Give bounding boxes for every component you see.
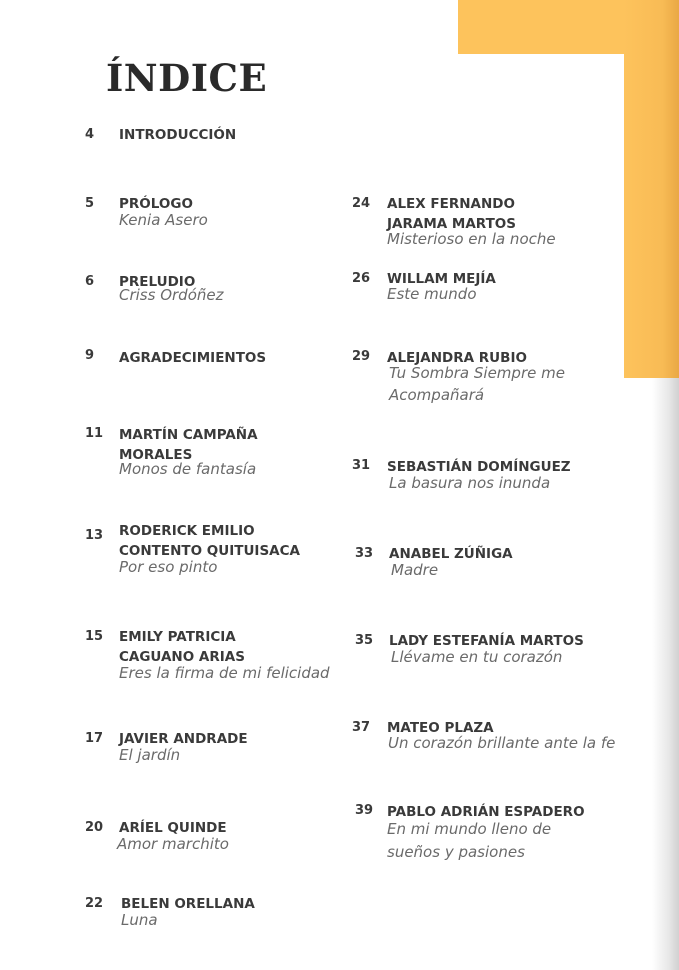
toc-entry-name: CONTENTO QUITUISACA	[119, 543, 300, 559]
toc-page-number: 29	[352, 349, 371, 364]
toc-page-number: 4	[85, 127, 95, 142]
toc-entry-name: INTRODUCCIÓN	[119, 127, 237, 143]
toc-entry-name: MARTÍN CAMPAÑA	[119, 427, 258, 443]
toc-page-number: 26	[352, 271, 371, 286]
toc-entry-name: JAVIER ANDRADE	[119, 731, 248, 747]
toc-page-number: 31	[352, 458, 371, 473]
toc-page-number: 15	[85, 629, 104, 644]
toc-page-number: 13	[85, 528, 104, 543]
toc-page-number: 5	[85, 196, 95, 211]
toc-entry-name: RODERICK EMILIO	[119, 523, 255, 539]
toc-entry-subtitle: Kenia Asero	[119, 211, 208, 229]
toc-entry-name: MORALES	[119, 447, 193, 463]
toc-entry-subtitle: Monos de fantasía	[119, 460, 257, 478]
page-edge-shadow	[652, 378, 679, 970]
toc-entry-name: PRÓLOGO	[119, 196, 193, 212]
toc-entry-subtitle: Por eso pinto	[119, 558, 218, 576]
toc-entry-subtitle: Llévame en tu corazón	[391, 648, 563, 666]
toc-entry-subtitle: Un corazón brillante ante la fe	[388, 734, 616, 752]
toc-entry-name: AGRADECIMIENTOS	[119, 350, 267, 366]
toc-entry-subtitle: Amor marchito	[117, 835, 229, 853]
toc-entry-subtitle: Luna	[121, 911, 158, 929]
toc-entry-name: EMILY PATRICIA	[119, 629, 236, 645]
toc-entry-name: MATEO PLAZA	[387, 720, 494, 736]
toc-page-number: 33	[355, 546, 374, 561]
toc-entry-name: SEBASTIÁN DOMÍNGUEZ	[387, 459, 571, 475]
toc-entry-subtitle: Criss Ordóñez	[119, 286, 224, 304]
toc-entry-subtitle: En mi mundo lleno de	[387, 820, 552, 838]
page-title: ÍNDICE	[106, 56, 268, 100]
toc-entry-name: ALEJANDRA RUBIO	[387, 350, 527, 366]
toc-entry-name: WILLAM MEJÍA	[387, 271, 496, 287]
toc-page-number: 17	[85, 731, 104, 746]
toc-page-number: 22	[85, 896, 104, 911]
toc-page-number: 11	[85, 426, 104, 441]
toc-entry-subtitle: Eres la firma de mi felicidad	[119, 664, 330, 682]
toc-entry-name: PRELUDIO	[119, 274, 196, 290]
toc-page-number: 35	[355, 633, 374, 648]
toc-entry-subtitle: sueños y pasiones	[387, 843, 525, 861]
toc-entry-subtitle: Madre	[391, 561, 439, 579]
toc-entry-name: LADY ESTEFANÍA MARTOS	[389, 633, 584, 649]
toc-entry-name: PABLO ADRIÁN ESPADERO	[387, 804, 585, 820]
toc-page-number: 37	[352, 720, 371, 735]
toc-entry-subtitle: La basura nos inunda	[389, 474, 551, 492]
toc-page-number: 6	[85, 274, 95, 289]
toc-entry-name: ARÍEL QUINDE	[119, 820, 227, 836]
toc-entry-name: JARAMA MARTOS	[387, 216, 516, 232]
toc-entry-subtitle: El jardín	[119, 746, 181, 764]
toc-entry-name: ALEX FERNANDO	[387, 196, 515, 212]
toc-entry-name: ANABEL ZÚÑIGA	[389, 546, 513, 562]
toc-page-number: 9	[85, 348, 95, 363]
toc-entry-subtitle: Tu Sombra Siempre me	[389, 364, 565, 382]
toc-page-number: 24	[352, 196, 371, 211]
toc-page-number: 20	[85, 820, 104, 835]
toc-page-number: 39	[355, 803, 374, 818]
toc-entry-subtitle: Este mundo	[387, 285, 477, 303]
toc-entry-name: CAGUANO ARIAS	[119, 649, 245, 665]
toc-entry-subtitle: Acompañará	[389, 386, 485, 404]
decorative-side-bar	[624, 0, 679, 378]
toc-entry-subtitle: Misterioso en la noche	[387, 230, 556, 248]
toc-entry-name: BELEN ORELLANA	[121, 896, 255, 912]
